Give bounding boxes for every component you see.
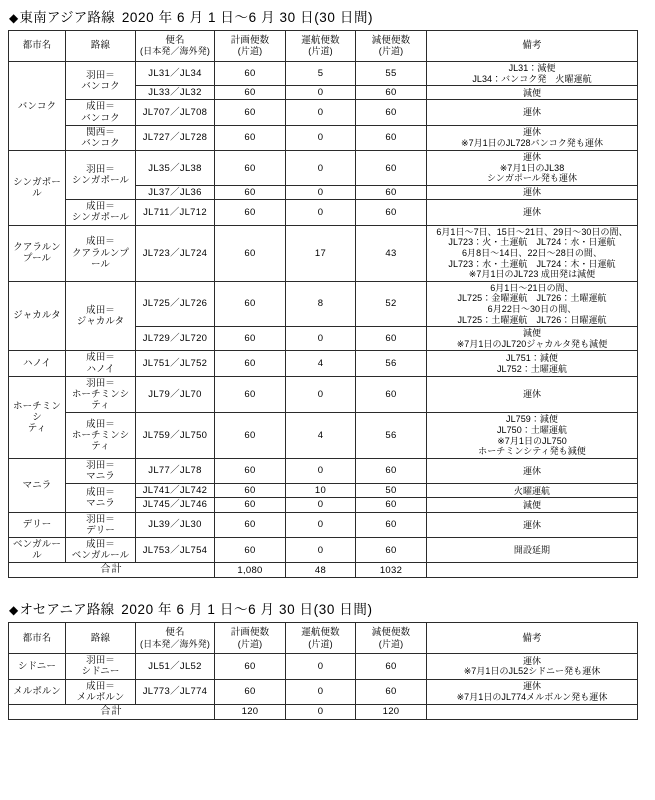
cell-route: 成田＝ ベンガルール bbox=[66, 538, 136, 563]
section-title-text: オセアニア路線 bbox=[19, 602, 115, 618]
cell-reduced: 50 bbox=[356, 484, 427, 498]
column-header-city: 都市名 bbox=[9, 623, 66, 654]
cell-route: 成田＝ バンコク bbox=[66, 100, 136, 125]
cell-total-remarks bbox=[427, 705, 638, 720]
cell-route: 成田＝ ジャカルタ bbox=[66, 281, 136, 351]
column-header-planned-sub: (片道) bbox=[237, 638, 263, 649]
cell-planned: 60 bbox=[215, 512, 286, 537]
cell-flight-no: JL51／JL52 bbox=[136, 654, 215, 679]
section-date-range: 2020 年 6 月 1 日～6 月 30 日(30 日間) bbox=[121, 10, 374, 25]
cell-reduced: 60 bbox=[356, 538, 427, 563]
remark-line: JL31：減便 bbox=[508, 63, 556, 73]
cell-flight-no: JL79／JL70 bbox=[136, 376, 215, 413]
cell-remarks bbox=[427, 200, 638, 225]
cell-total-reduced: 120 bbox=[356, 705, 427, 720]
cell-city: デリー bbox=[9, 512, 66, 537]
cell-planned: 60 bbox=[215, 498, 286, 512]
table-row bbox=[9, 484, 638, 498]
column-header-city: 都市名 bbox=[9, 31, 66, 62]
cell-city: ホーチミンシ ティ bbox=[9, 376, 66, 458]
schedule-table-southeast-asia bbox=[8, 30, 638, 578]
cell-reduced: 60 bbox=[356, 186, 427, 200]
cell-operated: 0 bbox=[286, 679, 356, 704]
table-body bbox=[9, 654, 638, 720]
cell-flight-no: JL741／JL742 bbox=[136, 484, 215, 498]
cell-planned: 60 bbox=[215, 86, 286, 100]
cell-flight-no: JL707／JL708 bbox=[136, 100, 215, 125]
column-header-reduced-sub: (片道) bbox=[378, 638, 404, 649]
table-row bbox=[9, 125, 638, 150]
cell-operated: 17 bbox=[286, 225, 356, 281]
remark-line: 運休 bbox=[522, 152, 542, 163]
table-row bbox=[9, 151, 638, 186]
cell-flight-no: JL723／JL724 bbox=[136, 225, 215, 281]
cell-total-label: 合計 bbox=[9, 705, 215, 720]
cell-remarks bbox=[427, 281, 638, 326]
cell-remarks bbox=[427, 498, 638, 512]
column-header-operated: 運航便数 (片道) bbox=[286, 31, 356, 62]
remark-line: 6月8日～14日、22日～28日の間、 bbox=[462, 247, 602, 258]
cell-total-operated: 0 bbox=[286, 705, 356, 720]
remark-line: JL725：金曜運航 JL726：土曜運航 bbox=[457, 293, 607, 304]
column-header-operated: 運航便数 (片道) bbox=[286, 623, 356, 654]
cell-reduced: 60 bbox=[356, 458, 427, 483]
cell-total-planned: 1,080 bbox=[215, 563, 286, 578]
column-header-planned: 計画便数 (片道) bbox=[215, 31, 286, 62]
remark-line: 6月1日～7日、15日～21日、29日～30日の間、 bbox=[436, 226, 628, 237]
cell-city: バンコク bbox=[9, 62, 66, 151]
cell-city: ジャカルタ bbox=[9, 281, 66, 351]
cell-flight-no: JL759／JL750 bbox=[136, 413, 215, 458]
remark-line: 運休 bbox=[522, 389, 542, 400]
column-header-planned-sub: (片道) bbox=[237, 46, 263, 57]
remark-line: ※7月1日のJL38 bbox=[499, 162, 565, 173]
cell-route: 羽田＝ バンコク bbox=[66, 62, 136, 100]
cell-remarks bbox=[427, 151, 638, 186]
column-header-route: 路線 bbox=[66, 31, 136, 62]
table-row bbox=[9, 376, 638, 413]
cell-reduced: 60 bbox=[356, 679, 427, 704]
remark-line: シンガポール発も運休 bbox=[486, 173, 578, 184]
cell-route: 羽田＝ シンガポール bbox=[66, 151, 136, 200]
column-header-operated-sub: (片道) bbox=[308, 638, 333, 649]
cell-planned: 60 bbox=[215, 458, 286, 483]
remark-line: 火曜運航 bbox=[513, 485, 551, 496]
cell-total-operated: 48 bbox=[286, 563, 356, 578]
cell-planned: 60 bbox=[215, 281, 286, 326]
cell-flight-no: JL729／JL720 bbox=[136, 327, 215, 351]
cell-flight-no: JL711／JL712 bbox=[136, 200, 215, 225]
cell-reduced: 60 bbox=[356, 100, 427, 125]
remark-line: 減便 bbox=[522, 499, 542, 510]
column-header-flight-no: 便名 (日本発／海外発) bbox=[136, 623, 215, 654]
cell-planned: 60 bbox=[215, 62, 286, 86]
schedule-table-oceania bbox=[8, 622, 638, 720]
cell-route: 羽田＝ シドニー bbox=[66, 654, 136, 679]
cell-remarks bbox=[427, 62, 638, 86]
cell-remarks bbox=[427, 413, 638, 458]
table-header bbox=[9, 623, 638, 654]
cell-total-reduced: 1032 bbox=[356, 563, 427, 578]
cell-operated: 0 bbox=[286, 458, 356, 483]
cell-operated: 0 bbox=[286, 654, 356, 679]
cell-remarks bbox=[427, 654, 638, 679]
remark-line: JL34：バンコク発 火曜運航 bbox=[472, 73, 592, 84]
remark-line: JL759：減便 bbox=[506, 414, 558, 425]
remark-line: ※7月1日のJL720ジャカルタ発も減便 bbox=[456, 338, 608, 349]
cell-city: マニラ bbox=[9, 458, 66, 512]
section-title-text: 東南アジア路線 bbox=[19, 10, 115, 25]
cell-remarks bbox=[427, 125, 638, 150]
table-header bbox=[9, 31, 638, 62]
cell-remarks bbox=[427, 512, 638, 537]
remark-line: JL750：土曜運航 bbox=[496, 425, 568, 435]
cell-reduced: 60 bbox=[356, 125, 427, 150]
cell-operated: 8 bbox=[286, 281, 356, 326]
remark-line: ※7月1日のJL728バンコク発も運休 bbox=[460, 138, 604, 149]
total-row bbox=[9, 705, 638, 720]
remark-line: 6月1日～21日の間、 bbox=[490, 282, 574, 293]
cell-city: クアラルン プール bbox=[9, 225, 66, 281]
cell-reduced: 56 bbox=[356, 413, 427, 458]
column-header-planned: 計画便数 (片道) bbox=[215, 623, 286, 654]
table-row bbox=[9, 100, 638, 125]
cell-operated: 0 bbox=[286, 151, 356, 186]
column-header-operated-sub: (片道) bbox=[308, 46, 333, 57]
table-row bbox=[9, 225, 638, 281]
cell-total-label: 合計 bbox=[9, 563, 215, 578]
total-row bbox=[9, 563, 638, 578]
remark-line: 開設延期 bbox=[513, 544, 551, 555]
table-body bbox=[9, 62, 638, 578]
table-row bbox=[9, 458, 638, 483]
cell-flight-no: JL745／JL746 bbox=[136, 498, 215, 512]
table-row bbox=[9, 200, 638, 225]
cell-operated: 0 bbox=[286, 100, 356, 125]
cell-remarks bbox=[427, 86, 638, 100]
section-heading-southeast-asia bbox=[9, 6, 647, 26]
table-row bbox=[9, 281, 638, 326]
cell-route: 成田＝ メルボルン bbox=[66, 679, 136, 704]
cell-reduced: 55 bbox=[356, 62, 427, 86]
cell-flight-no: JL77／JL78 bbox=[136, 458, 215, 483]
remark-line: 減便 bbox=[522, 328, 542, 339]
cell-planned: 60 bbox=[215, 327, 286, 351]
table-row bbox=[9, 62, 638, 86]
cell-city: ハノイ bbox=[9, 351, 66, 376]
cell-total-planned: 120 bbox=[215, 705, 286, 720]
cell-remarks bbox=[427, 225, 638, 281]
cell-remarks bbox=[427, 679, 638, 704]
header-row bbox=[9, 623, 638, 654]
remark-line: ※7月1日のJL774メルボルン発も運休 bbox=[456, 691, 608, 702]
cell-operated: 0 bbox=[286, 186, 356, 200]
remark-line: JL723：火・土運航 JL724：水・日運航 bbox=[448, 237, 616, 248]
cell-reduced: 60 bbox=[356, 654, 427, 679]
cell-planned: 60 bbox=[215, 413, 286, 458]
remark-line: 運休 bbox=[522, 655, 542, 666]
cell-flight-no: JL727／JL728 bbox=[136, 125, 215, 150]
cell-operated: 0 bbox=[286, 327, 356, 351]
remark-line: 6月22日～30日の間、 bbox=[487, 303, 577, 314]
cell-city: ベンガルー ル bbox=[9, 538, 66, 563]
remark-line: ホーチミンシティ発も減便 bbox=[478, 446, 586, 457]
cell-planned: 60 bbox=[215, 538, 286, 563]
diamond-icon: ◆ bbox=[9, 603, 19, 618]
remark-line: 減便 bbox=[522, 87, 542, 98]
column-header-reduced: 減便便数 (片道) bbox=[356, 31, 427, 62]
column-header-remarks: 備考 bbox=[427, 623, 638, 654]
remark-line: ※7月1日のJL723 成田発は減便 bbox=[468, 269, 596, 280]
cell-flight-no: JL31／JL34 bbox=[136, 62, 215, 86]
cell-remarks bbox=[427, 351, 638, 376]
cell-planned: 60 bbox=[215, 679, 286, 704]
cell-route: 羽田＝ ホーチミンシティ bbox=[66, 376, 136, 413]
cell-remarks bbox=[427, 100, 638, 125]
table-row bbox=[9, 512, 638, 537]
header-row bbox=[9, 31, 638, 62]
remark-line: JL751：減便 bbox=[506, 352, 558, 363]
cell-operated: 4 bbox=[286, 351, 356, 376]
section-date-range: 2020 年 6 月 1 日～6 月 30 日(30 日間) bbox=[121, 602, 373, 618]
table-row bbox=[9, 679, 638, 704]
cell-flight-no: JL33／JL32 bbox=[136, 86, 215, 100]
remark-line: 運休 bbox=[522, 107, 542, 118]
column-header-flight-no-sub: (日本発／海外発) bbox=[140, 46, 210, 57]
cell-reduced: 60 bbox=[356, 327, 427, 351]
remark-line: ※7月1日のJL52シドニー発も運休 bbox=[463, 666, 601, 677]
cell-operated: 0 bbox=[286, 538, 356, 563]
cell-flight-no: JL753／JL754 bbox=[136, 538, 215, 563]
cell-remarks bbox=[427, 458, 638, 483]
cell-flight-no: JL39／JL30 bbox=[136, 512, 215, 537]
cell-operated: 10 bbox=[286, 484, 356, 498]
column-header-flight-no: 便名 (日本発／海外発) bbox=[136, 31, 215, 62]
cell-remarks bbox=[427, 376, 638, 413]
remark-line: 運休 bbox=[522, 127, 542, 138]
cell-reduced: 52 bbox=[356, 281, 427, 326]
cell-reduced: 60 bbox=[356, 498, 427, 512]
column-header-reduced-sub: (片道) bbox=[378, 46, 404, 57]
remark-line: JL725：土曜運航 JL726：日曜運航 bbox=[457, 314, 607, 325]
table-row bbox=[9, 654, 638, 679]
cell-route: 成田＝ クアラルンプール bbox=[66, 225, 136, 281]
cell-remarks bbox=[427, 327, 638, 351]
remark-line: 運休 bbox=[522, 465, 542, 476]
cell-reduced: 60 bbox=[356, 86, 427, 100]
remark-line: 運休 bbox=[522, 681, 542, 692]
cell-remarks bbox=[427, 538, 638, 563]
cell-remarks bbox=[427, 186, 638, 200]
cell-planned: 60 bbox=[215, 100, 286, 125]
cell-reduced: 43 bbox=[356, 225, 427, 281]
column-header-route: 路線 bbox=[66, 623, 136, 654]
remark-line: 運休 bbox=[522, 187, 542, 198]
cell-operated: 0 bbox=[286, 512, 356, 537]
cell-route: 羽田＝ デリー bbox=[66, 512, 136, 537]
cell-reduced: 60 bbox=[356, 376, 427, 413]
remark-line: 運休 bbox=[522, 519, 542, 530]
diamond-icon: ◆ bbox=[9, 11, 19, 25]
cell-remarks bbox=[427, 484, 638, 498]
cell-planned: 60 bbox=[215, 125, 286, 150]
cell-city: シドニー bbox=[9, 654, 66, 679]
cell-flight-no: JL773／JL774 bbox=[136, 679, 215, 704]
cell-operated: 0 bbox=[286, 125, 356, 150]
remark-line: ※7月1日のJL750 bbox=[497, 435, 567, 446]
cell-flight-no: JL751／JL752 bbox=[136, 351, 215, 376]
cell-planned: 60 bbox=[215, 484, 286, 498]
cell-operated: 5 bbox=[286, 62, 356, 86]
cell-route: 成田＝ ハノイ bbox=[66, 351, 136, 376]
column-header-flight-no-sub: (日本発／海外発) bbox=[140, 638, 210, 649]
cell-flight-no: JL725／JL726 bbox=[136, 281, 215, 326]
cell-route: 羽田＝ マニラ bbox=[66, 458, 136, 483]
cell-reduced: 60 bbox=[356, 151, 427, 186]
cell-city: シンガポー ル bbox=[9, 151, 66, 225]
cell-planned: 60 bbox=[215, 351, 286, 376]
cell-reduced: 60 bbox=[356, 512, 427, 537]
cell-reduced: 60 bbox=[356, 200, 427, 225]
cell-route: 成田＝ ホーチミンシティ bbox=[66, 413, 136, 458]
table-row bbox=[9, 413, 638, 458]
table-row bbox=[9, 538, 638, 563]
table-row bbox=[9, 351, 638, 376]
cell-route: 関西＝ バンコク bbox=[66, 125, 136, 150]
cell-planned: 60 bbox=[215, 186, 286, 200]
cell-operated: 0 bbox=[286, 200, 356, 225]
remark-line: JL752：土曜運航 bbox=[496, 363, 568, 374]
cell-operated: 4 bbox=[286, 413, 356, 458]
cell-operated: 0 bbox=[286, 498, 356, 512]
column-header-reduced: 減便便数 (片道) bbox=[356, 623, 427, 654]
cell-operated: 0 bbox=[286, 86, 356, 100]
cell-operated: 0 bbox=[286, 376, 356, 413]
cell-planned: 60 bbox=[215, 200, 286, 225]
cell-route: 成田＝ シンガポール bbox=[66, 200, 136, 225]
cell-flight-no: JL37／JL36 bbox=[136, 186, 215, 200]
cell-city: メルボルン bbox=[9, 679, 66, 704]
section-gap bbox=[8, 578, 647, 596]
cell-planned: 60 bbox=[215, 225, 286, 281]
section-heading-oceania bbox=[9, 598, 647, 618]
cell-route: 成田＝ マニラ bbox=[66, 484, 136, 512]
cell-reduced: 56 bbox=[356, 351, 427, 376]
cell-planned: 60 bbox=[215, 151, 286, 186]
cell-planned: 60 bbox=[215, 376, 286, 413]
remark-line: 運休 bbox=[522, 207, 542, 218]
cell-total-remarks bbox=[427, 563, 638, 578]
cell-flight-no: JL35／JL38 bbox=[136, 151, 215, 186]
cell-planned: 60 bbox=[215, 654, 286, 679]
sections-container bbox=[8, 6, 647, 720]
column-header-remarks: 備考 bbox=[427, 31, 638, 62]
remark-line: JL723：水・土運航 JL724：木・日運航 bbox=[448, 258, 616, 269]
